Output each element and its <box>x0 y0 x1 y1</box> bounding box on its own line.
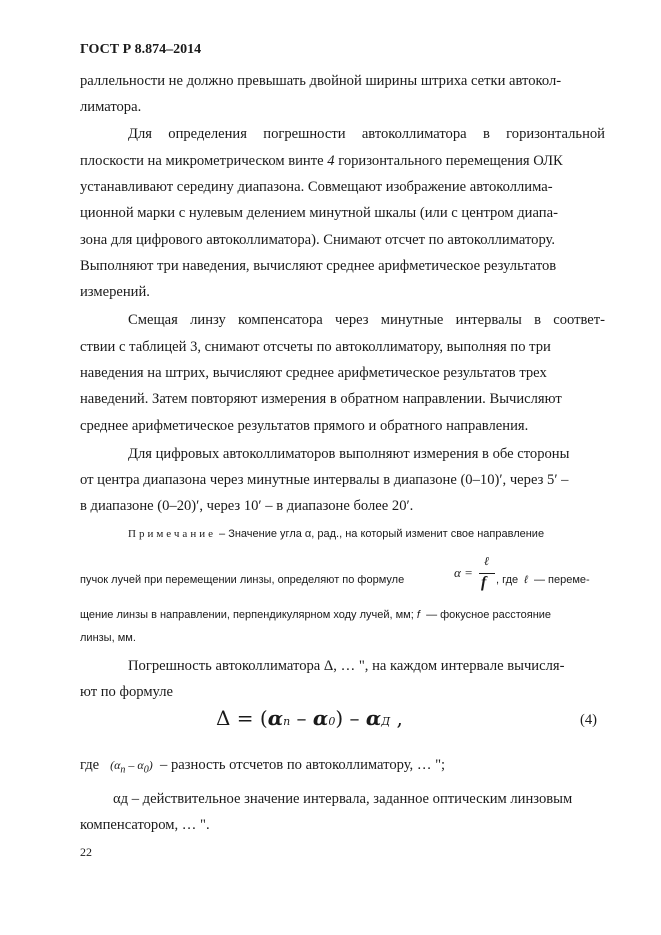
formula-part: ) <box>148 758 153 772</box>
formula-subscript: n <box>120 764 126 776</box>
formula-part: (α <box>110 758 121 772</box>
formula-symbol: α <box>312 706 329 730</box>
note-line: линзы, мм. <box>80 632 136 644</box>
formula-part: ) – <box>335 706 366 730</box>
formula-part: – α <box>125 758 144 772</box>
formula-4 <box>216 706 403 730</box>
text-line: Смещая линзу компенсатора через минутные интервалы в соответ- <box>128 312 605 328</box>
formula-subscript: 0 <box>143 764 149 776</box>
fraction-denominator: f <box>481 574 487 591</box>
text-line: зона для цифрового автоколлиматора). Снимают отсчет по автоколлиматору. <box>80 232 556 248</box>
note-line <box>80 609 551 621</box>
text-line <box>80 757 605 775</box>
note-text: , где <box>496 574 519 586</box>
text-line: лиматора. <box>80 99 142 115</box>
text-segment: – разность отсчетов по автоколлиматору, … "; <box>160 757 446 773</box>
text-line <box>80 153 605 170</box>
text-line: измерений. <box>80 284 150 300</box>
note-text: пучок лучей при перемещении линзы, определяют по формуле <box>80 574 405 586</box>
formula-symbol: α <box>267 706 284 730</box>
formula-subscript: Д <box>381 715 391 728</box>
text-line: Выполняют три наведения, вычисляют среднее арифметическое результатов <box>80 258 557 274</box>
diff-expression <box>110 758 153 776</box>
note-line <box>496 574 590 586</box>
text-line: Погрешность автоколлиматора Δ, … ", на каждом интервале вычисля- <box>128 658 565 674</box>
text-line: раллельности не должно превышать двойной ширины штриха сетки автокол- <box>80 73 562 89</box>
item-number: 4 <box>327 153 335 169</box>
fraction-numerator: ℓ <box>484 554 489 568</box>
formula-subscript: n <box>283 715 291 728</box>
text-line: наведений. Затем повторяют измерения в обратном направлении. Вычисляют <box>80 391 562 407</box>
text-segment: где <box>80 757 100 773</box>
text-line: в диапазоне (0–20)′, через 10′ – в диапазоне более 20′. <box>80 498 414 514</box>
formula-part: Δ = ( <box>216 706 268 730</box>
equation-number: (4) <box>580 712 598 728</box>
note-text: – Значение угла α, рад., на который изменит свое направление <box>215 528 545 540</box>
text-line: ствии с таблицей 3, снимают отсчеты по автоколлиматору, выполняя по три <box>80 339 551 355</box>
text-line: Для цифровых автоколлиматоров выполняют измерения в обе стороны <box>128 446 570 462</box>
fraction-formula <box>452 554 500 598</box>
note-text: — фокусное расстояние <box>426 609 552 621</box>
text-line: устанавливают середину диапазона. Совмещают изображение автоколлима- <box>80 179 553 195</box>
text-line: среднее арифметическое результатов прямого и обратного направления. <box>80 418 529 434</box>
note-line <box>128 528 544 540</box>
note-label: Примечание <box>128 528 216 540</box>
note-text: щение линзы в направлении, перпендикулярном ходу лучей, мм; <box>80 609 414 621</box>
formula-part: , <box>390 706 403 730</box>
formula-part: – <box>290 706 313 730</box>
note-line <box>80 574 404 586</box>
note-text: — переме- <box>533 574 590 586</box>
formula-alpha: α = <box>454 565 473 580</box>
text-line: от центра диапазона через минутные интервалы в диапазоне (0–10)′, через 5′ – <box>80 472 569 488</box>
text-line: ционной марки с нулевым делением минутной шкалы (или с центром диапа- <box>80 205 558 221</box>
text-segment: горизонтального перемещения ОЛК <box>334 153 563 169</box>
focal-symbol: f <box>416 609 420 621</box>
page-number: 22 <box>80 845 92 859</box>
text-line: αд – действительное значение интервала, заданное оптическим линзовым <box>113 791 573 807</box>
formula-symbol: α <box>365 706 382 730</box>
text-segment: плоскости на микрометрическом винте <box>80 153 328 169</box>
document-header: ГОСТ Р 8.874–2014 <box>80 42 202 57</box>
ell-symbol: ℓ <box>524 574 528 586</box>
text-line: ют по формуле <box>80 684 173 700</box>
formula-subscript: 0 <box>328 715 336 728</box>
text-line: Для определения погрешности автоколлиматора в горизонтальной <box>128 126 605 142</box>
text-line: компенсатором, … ". <box>80 817 210 833</box>
text-line: наведения на штрих, вычисляют среднее арифметическое результатов трех <box>80 365 547 381</box>
